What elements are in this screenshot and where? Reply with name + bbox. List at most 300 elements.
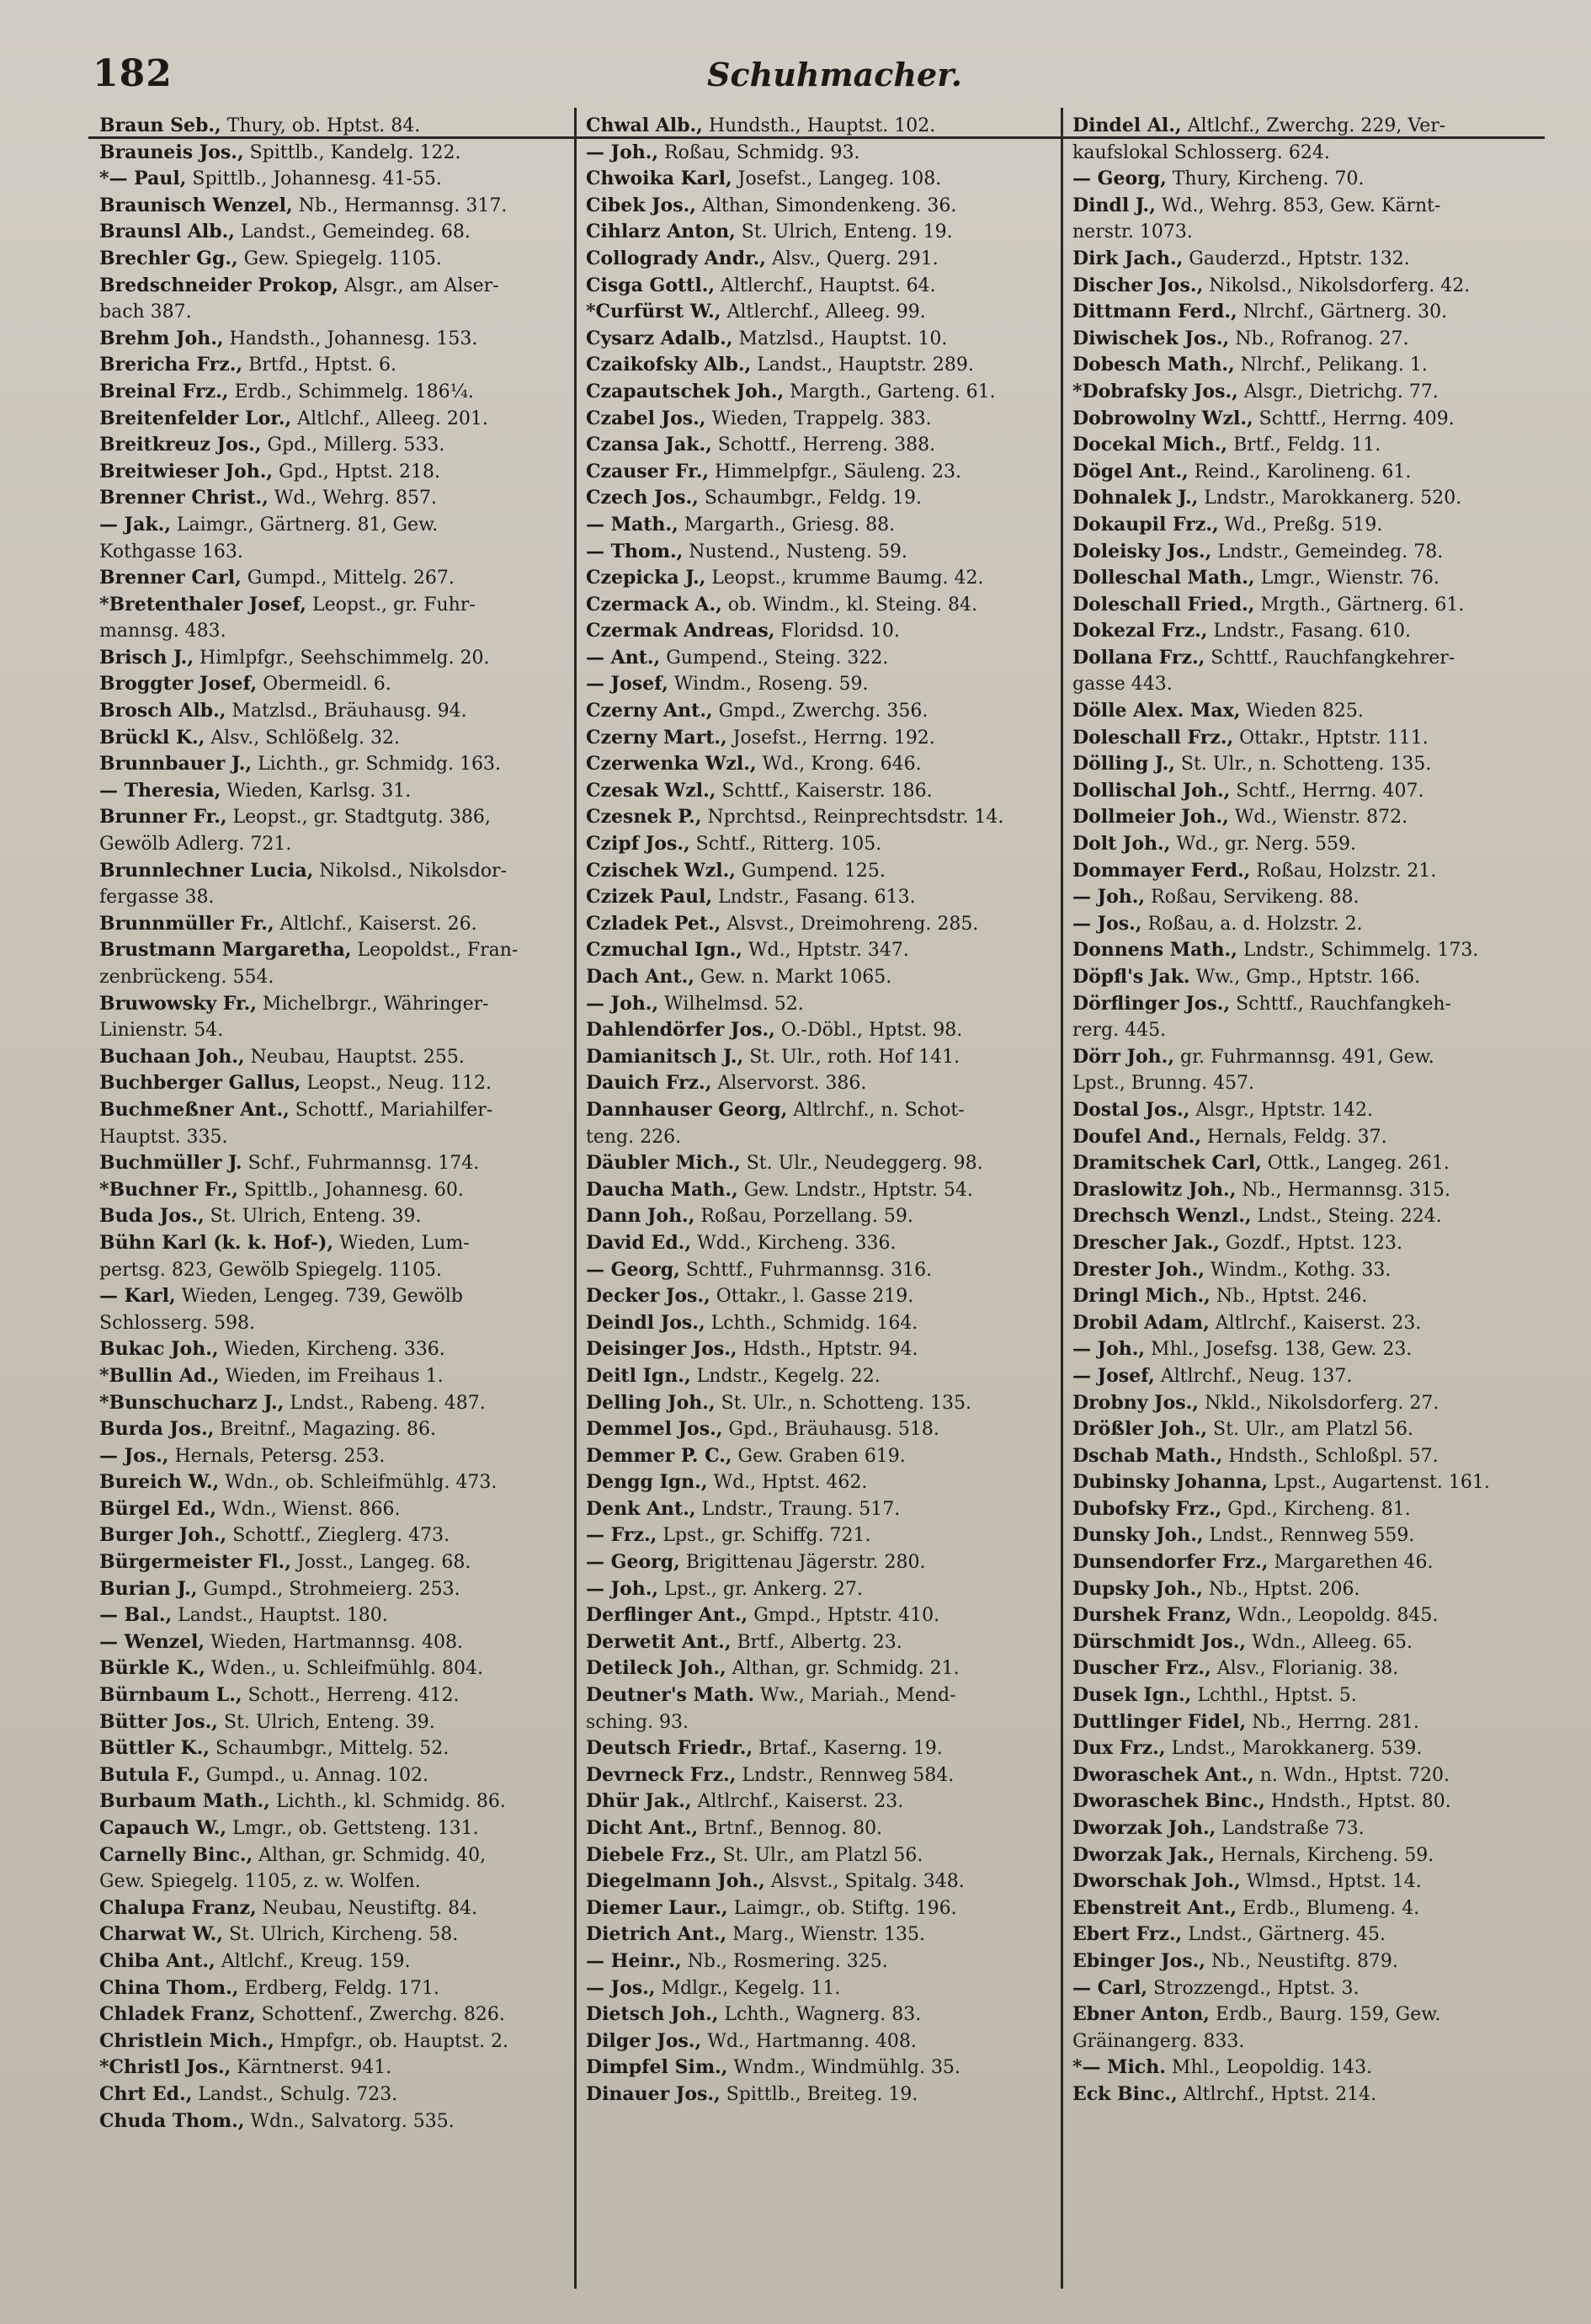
- entry-address: Wd., gr. Nerg. 559.: [1170, 834, 1357, 856]
- entry-address: Lndst., Rennweg 559.: [1203, 1525, 1415, 1547]
- directory-entry: [99, 2108, 569, 2135]
- directory-entry: [1072, 964, 1542, 991]
- entry-address: Gew. Graben 619.: [732, 1445, 906, 1467]
- entry-address: Ottakr., Hptstr. 111.: [1233, 727, 1429, 749]
- directory-entry: [586, 725, 1056, 752]
- entry-address: Schottenf., Zwerchg. 826.: [255, 2004, 505, 2026]
- directory-entry: [1072, 1895, 1542, 1922]
- entry-name: Chwal Alb.,: [586, 115, 703, 136]
- directory-entry: [1072, 1336, 1542, 1363]
- entry-name: Diemer Laur.,: [586, 1896, 728, 1919]
- directory-entry: [586, 2055, 1056, 2081]
- entry-address: Nb., Rosmering. 325.: [681, 1950, 888, 1972]
- entry-name: Chwoika Karl,: [586, 168, 732, 190]
- entry-address: Alservorst. 386.: [711, 1073, 867, 1095]
- entry-name: Christlein Mich.,: [99, 2029, 274, 2052]
- directory-entry: [1072, 432, 1542, 459]
- directory-entry: [1072, 645, 1542, 672]
- entry-address: Nikolsd., Nikolsdorferg. 42.: [1203, 275, 1471, 296]
- directory-entry: [586, 1496, 1056, 1523]
- entry-name: Dauich Frz.,: [586, 1072, 712, 1095]
- directory-entry: [99, 379, 569, 406]
- entry-address: Wd., Hptst. 462.: [707, 1472, 868, 1494]
- directory-entry: [1072, 2002, 1542, 2028]
- directory-entry-continuation: [1072, 1017, 1542, 1044]
- entry-address: Gumpd., Strohmeierg. 253.: [197, 1578, 460, 1600]
- directory-entry: [586, 1948, 1056, 1975]
- directory-entry: [1072, 1709, 1542, 1736]
- entry-name: Braunsl Alb.,: [99, 221, 235, 243]
- entry-address: Altlchf., Kreug. 159.: [215, 1950, 411, 1972]
- entry-address: Ottk., Langeg. 261.: [1261, 1153, 1450, 1175]
- entry-name: — Jos.,: [586, 1976, 656, 1999]
- entry-name: Dengg Ign.,: [586, 1471, 708, 1494]
- entry-name: — Georg,: [586, 1551, 680, 1574]
- entry-address: Brtf., Albertg. 23.: [731, 1631, 902, 1653]
- entry-name: — Karl,: [99, 1285, 176, 1308]
- entry-address: Gew. Spiegelg. 1105.: [237, 248, 442, 269]
- entry-address: Lichth., kl. Schmidg. 86.: [269, 1791, 506, 1813]
- entry-name: Deindl Jos.,: [586, 1311, 705, 1334]
- entry-name: Diwischek Jos.,: [1072, 327, 1230, 349]
- entry-address: Altlrchf., n. Schot-: [787, 1099, 965, 1121]
- entry-name: Devrneck Frz.,: [586, 1763, 737, 1786]
- entry-name: — Joh.,: [586, 992, 659, 1015]
- entry-address: Gpd., Kircheng. 81.: [1221, 1498, 1411, 1520]
- directory-entry-continuation: [1072, 140, 1542, 167]
- directory-entry: [1072, 1629, 1542, 1656]
- directory-entry: [1072, 1124, 1542, 1151]
- entry-name: Bureich W.,: [99, 1471, 220, 1494]
- entry-address: Schtf., Herrng. 407.: [1230, 780, 1424, 802]
- directory-entry: [586, 485, 1056, 512]
- entry-address: Gräinangerg. 833.: [1072, 2030, 1245, 2052]
- entry-name: Brunner Fr.,: [99, 806, 227, 829]
- entry-name: Dostal Jos.,: [1072, 1098, 1190, 1121]
- entry-address: St. Ulr., n. Schotteng. 135.: [1174, 754, 1432, 776]
- entry-address: Schaumbgr., Feldg. 19.: [698, 488, 923, 509]
- entry-name: Brosch Alb.,: [99, 700, 226, 722]
- entry-name: Drobil Adam,: [1072, 1311, 1210, 1334]
- directory-entry: [586, 273, 1056, 300]
- entry-name: Drechsch Wenzl.,: [1072, 1205, 1252, 1228]
- entry-address: Leopst., gr. Stadtgutg. 386,: [226, 807, 491, 829]
- directory-entry: [586, 1868, 1056, 1895]
- entry-address: Alsgr., Hptstr. 142.: [1189, 1099, 1374, 1121]
- entry-name: Duttlinger Fidel,: [1072, 1710, 1247, 1733]
- entry-address: Wndm., Windmühlg. 35.: [727, 2057, 960, 2079]
- entry-name: Dunsky Joh.,: [1072, 1524, 1204, 1547]
- entry-address: Wieden, Hartmannsg. 408.: [205, 1631, 463, 1653]
- directory-entry: [99, 2055, 569, 2081]
- entry-name: Burger Joh.,: [99, 1524, 227, 1547]
- entry-name: Czipf Jos.,: [586, 833, 690, 856]
- entry-name: Buchaan Joh.,: [99, 1045, 245, 1068]
- column-3: [1064, 108, 1547, 2289]
- entry-address: Strozzengd., Hptst. 3.: [1147, 1977, 1360, 1999]
- directory-entry: [586, 406, 1056, 433]
- entry-name: Dietsch Joh.,: [586, 2003, 719, 2026]
- entry-address: Gewölb Adlerg. 721.: [99, 834, 292, 856]
- entry-address: Mrgth., Gärtnerg. 61.: [1254, 594, 1465, 616]
- entry-name: Bürgel Ed.,: [99, 1497, 217, 1520]
- entry-name: Bredschneider Prokop,: [99, 274, 339, 296]
- entry-name: Czerny Mart.,: [586, 726, 727, 749]
- directory-entry: [99, 725, 569, 752]
- directory-entry: [586, 2002, 1056, 2028]
- entry-address: Lndst., Steing. 224.: [1251, 1206, 1442, 1228]
- directory-entry: [586, 246, 1056, 273]
- entry-address: Altlrchf., Hptst. 214.: [1177, 2083, 1377, 2105]
- entry-address: Lichth., gr. Schmidg. 163.: [252, 754, 501, 776]
- entry-address: Schttf., Rauchfangkehrer-: [1205, 647, 1455, 669]
- entry-name: Dilger Jos.,: [586, 2029, 702, 2052]
- entry-name: Burda Jos.,: [99, 1418, 215, 1441]
- directory-entry: [586, 1576, 1056, 1603]
- entry-address: Schottf., Herreng. 388.: [711, 434, 936, 456]
- directory-entry: [99, 326, 569, 353]
- entry-address: Wd., Hptstr. 347.: [742, 940, 909, 962]
- directory-entry: [586, 1310, 1056, 1337]
- directory-entry: [99, 1815, 569, 1842]
- directory-entry: [99, 937, 569, 964]
- entry-address: Landst., Gemeindeg. 68.: [234, 221, 471, 243]
- column-divider: [574, 108, 577, 2289]
- entry-name: Büttler K.,: [99, 1737, 210, 1760]
- directory-entry: [1072, 273, 1542, 300]
- entry-name: Dhür Jak.,: [586, 1790, 692, 1813]
- directory-entry: [99, 1363, 569, 1390]
- entry-name: Brechler Gg.,: [99, 247, 238, 269]
- entry-address: Altlerchf., Hauptst. 64.: [715, 275, 936, 296]
- entry-address: Lmgr., Wienstr. 76.: [1254, 568, 1439, 589]
- entry-address: Linienstr. 54.: [99, 1020, 224, 1042]
- entry-address: rerg. 445.: [1072, 1020, 1167, 1042]
- entry-address: Wdn., Wienst. 866.: [216, 1498, 401, 1520]
- entry-name: Chuda Thom.,: [99, 2109, 245, 2132]
- entry-name: Discher Jos.,: [1072, 274, 1204, 296]
- entry-address: Lndstr., Fasang. 610.: [1207, 621, 1411, 642]
- entry-address: Nprchtsd., Reinprechtsdstr. 14.: [701, 807, 1004, 829]
- entry-name: — Jos.,: [1072, 912, 1142, 935]
- entry-name: Breinal Frz.,: [99, 380, 229, 402]
- directory-entry: [586, 1762, 1056, 1789]
- entry-name: Butula F.,: [99, 1763, 200, 1786]
- directory-entry: [586, 1655, 1056, 1682]
- entry-name: Brunnbauer J.,: [99, 753, 253, 776]
- entry-address: Lndst., Marokkanerg. 539.: [1165, 1738, 1423, 1760]
- entry-name: — Carl,: [1072, 1976, 1148, 1999]
- entry-address: Brtfd., Hptst. 6.: [242, 354, 397, 376]
- directory-entry: [1072, 1310, 1542, 1337]
- directory-entry: [1072, 937, 1542, 964]
- directory-entry: [99, 804, 569, 831]
- entry-address: Laimgr., ob. Stiftg. 196.: [727, 1897, 957, 1919]
- directory-entry: [99, 1522, 569, 1549]
- entry-name: Dunsendorfer Frz.,: [1072, 1551, 1269, 1574]
- directory-entry: [586, 937, 1056, 964]
- entry-name: — Wenzel,: [99, 1630, 205, 1653]
- entry-name: — Joh.,: [1072, 1338, 1146, 1361]
- entry-name: Ebner Anton,: [1072, 2003, 1210, 2026]
- entry-name: Czepicka J.,: [586, 567, 706, 589]
- directory-entry: [586, 1549, 1056, 1576]
- directory-entry: [586, 991, 1056, 1018]
- directory-entry: [586, 1922, 1056, 1948]
- entry-name: Dusek Ign.,: [1072, 1684, 1192, 1707]
- entry-address: Nb., Hptst. 246.: [1210, 1286, 1368, 1308]
- directory-entry: [99, 485, 569, 512]
- directory-entry: [1072, 1283, 1542, 1310]
- entry-address: Wd., Wienstr. 872.: [1228, 807, 1408, 829]
- entry-address: Neubau, Neustiftg. 84.: [256, 1897, 478, 1919]
- entry-address: Wieden, im Freihaus 1.: [219, 1365, 444, 1387]
- entry-address: Wieden, Kircheng. 336.: [218, 1339, 445, 1361]
- entry-address: Lpst., Augartenst. 161.: [1268, 1472, 1490, 1494]
- entry-name: Czansa Jak.,: [586, 434, 712, 456]
- directory-entry: [1072, 459, 1542, 486]
- directory-entry: [99, 1948, 569, 1975]
- directory-entry: [1072, 1815, 1542, 1842]
- directory-entry: [99, 592, 569, 619]
- entry-name: Dögel Ant.,: [1072, 460, 1189, 482]
- directory-entry-continuation: [99, 831, 569, 858]
- entry-name: — Joh.,: [586, 1577, 659, 1600]
- directory-entry: [99, 140, 569, 167]
- entry-name: Deutner's Math.: [586, 1684, 755, 1707]
- entry-name: Damianitsch J.,: [586, 1045, 744, 1068]
- directory-entry: [586, 219, 1056, 246]
- entry-address: Breitnf., Magazing. 86.: [214, 1419, 437, 1441]
- entry-address: Wd., Krong. 646.: [756, 754, 922, 776]
- entry-address: Spittlb., Kandelg. 122.: [243, 141, 461, 163]
- entry-address: Alsgr., Dietrichg. 77.: [1237, 381, 1439, 402]
- directory-entry: [99, 1842, 569, 1869]
- directory-entry: [586, 618, 1056, 645]
- entry-address: Lchthl., Hptst. 5.: [1191, 1685, 1357, 1707]
- directory-entry: [586, 1070, 1056, 1097]
- entry-name: Dörflinger Jos.,: [1072, 992, 1231, 1015]
- entry-name: Drobny Jos.,: [1072, 1391, 1199, 1414]
- entry-name: Cysarz Adalb.,: [586, 327, 733, 349]
- entry-name: Brisch J.,: [99, 646, 194, 669]
- directory-entry: [1072, 1390, 1542, 1417]
- entry-address: Ww., Gmp., Hptstr. 166.: [1189, 967, 1421, 988]
- directory-entry: [99, 273, 569, 300]
- entry-address: O.-Döbl., Hptst. 98.: [774, 1020, 963, 1042]
- directory-entry-continuation: [1072, 219, 1542, 246]
- directory-entry: [1072, 751, 1542, 778]
- directory-entry: [99, 1762, 569, 1789]
- directory-entry: [586, 671, 1056, 698]
- entry-name: Dimpfel Sim.,: [586, 2056, 728, 2079]
- entry-name: Breitenfelder Lor.,: [99, 407, 292, 429]
- entry-name: Bürnbaum L.,: [99, 1684, 242, 1707]
- entry-address: Altlchf., Zwerchg. 229, Ver-: [1181, 115, 1446, 136]
- entry-name: Dramitschek Carl,: [1072, 1152, 1262, 1175]
- directory-entry: [1072, 1416, 1542, 1443]
- directory-entry: [99, 1895, 569, 1922]
- entry-name: Dux Frz.,: [1072, 1737, 1166, 1760]
- directory-entry: [1072, 539, 1542, 566]
- entry-name: Dubofsky Frz.,: [1072, 1497, 1222, 1520]
- entry-name: Durshek Franz,: [1072, 1604, 1232, 1627]
- directory-entry: [586, 1097, 1056, 1124]
- entry-address: sching. 93.: [586, 1711, 689, 1733]
- page-header: [0, 37, 1591, 113]
- entry-address: Kothgasse 163.: [99, 541, 243, 562]
- entry-name: Chiba Ant.,: [99, 1949, 216, 1972]
- directory-entry: [99, 1177, 569, 1204]
- entry-address: Lndst., Gärtnerg. 45.: [1182, 1924, 1386, 1946]
- entry-name: Denk Ant.,: [586, 1497, 696, 1520]
- directory-entry: [99, 219, 569, 246]
- entry-address: Spittlb., Johannesg. 41-55.: [186, 168, 442, 190]
- entry-address: Schtf., Ritterg. 105.: [689, 834, 882, 856]
- entry-name: — Joh.,: [586, 141, 659, 163]
- entry-address: Lndstr., Gemeindeg. 78.: [1211, 541, 1444, 562]
- entry-name: Dürschmidt Jos.,: [1072, 1630, 1247, 1653]
- entry-name: Dahlendörfer Jos.,: [586, 1019, 775, 1042]
- entry-address: Leopst., krumme Baumg. 42.: [705, 568, 984, 589]
- directory-entry: [1072, 1576, 1542, 1603]
- directory-entry: [1072, 166, 1542, 193]
- entry-address: Windm., Roseng. 59.: [668, 674, 869, 696]
- entry-address: Altlrchf., Kaiserst. 23.: [1209, 1312, 1422, 1334]
- entry-address: Wieden 825.: [1240, 701, 1364, 722]
- directory-entry: [586, 911, 1056, 938]
- entry-address: Lndstr., Traung. 517.: [695, 1498, 901, 1520]
- directory-entry: [1072, 326, 1542, 353]
- entry-address: Hdsth., Hptstr. 94.: [737, 1339, 918, 1361]
- directory-entry: [1072, 884, 1542, 911]
- entry-name: Bütter Jos.,: [99, 1710, 218, 1733]
- directory-entry: [586, 2081, 1056, 2108]
- directory-entry: [99, 1390, 569, 1417]
- directory-entry: [99, 911, 569, 938]
- entry-name: Deutsch Friedr.,: [586, 1737, 753, 1760]
- directory-entry: [99, 432, 569, 459]
- entry-name: Ebenstreit Ant.,: [1072, 1896, 1237, 1919]
- directory-entry-continuation: [99, 1257, 569, 1284]
- entry-name: Draslowitz Joh.,: [1072, 1178, 1237, 1201]
- entry-address: Gmpd., Hptstr. 410.: [748, 1605, 940, 1627]
- directory-entry: [1072, 1735, 1542, 1762]
- directory-entry: [1072, 858, 1542, 885]
- entry-name: Doleisky Jos.,: [1072, 540, 1212, 562]
- directory-entry: [586, 804, 1056, 831]
- entry-address: Thury, Kircheng. 70.: [1166, 168, 1365, 190]
- entry-name: Dobesch Math.,: [1072, 354, 1235, 376]
- entry-address: Matzlsd., Bräuhausg. 94.: [226, 701, 467, 722]
- entry-address: Lpst., gr. Ankerg. 27.: [658, 1578, 864, 1600]
- directory-entry: [586, 1336, 1056, 1363]
- directory-entry: [1072, 1788, 1542, 1815]
- entry-address: St. Ulrich, Kircheng. 58.: [222, 1924, 459, 1946]
- directory-entry: [586, 565, 1056, 592]
- entry-name: *Buchner Fr.,: [99, 1178, 238, 1201]
- entry-address: Roßau, Servikeng. 88.: [1145, 887, 1360, 909]
- entry-address: gr. Fuhrmannsg. 491, Gew.: [1174, 1046, 1434, 1068]
- entry-name: Dworaschek Ant.,: [1072, 1763, 1254, 1786]
- entry-address: Lpst., Brunng. 457.: [1072, 1073, 1255, 1095]
- entry-name: Dolt Joh.,: [1072, 833, 1171, 856]
- directory-entry: [99, 1203, 569, 1230]
- entry-address: Lchth., Wagnerg. 83.: [718, 2004, 922, 2026]
- entry-address: Gew. Spiegelg. 1105, z. w. Wolfen.: [99, 1871, 421, 1893]
- entry-list-3: [1064, 113, 1547, 2108]
- entry-name: Dschab Math.,: [1072, 1444, 1223, 1467]
- directory-entry: [99, 113, 569, 140]
- entry-name: Czauser Fr.,: [586, 460, 710, 482]
- entry-name: Czerwenka Wzl.,: [586, 753, 757, 776]
- directory-entry: [586, 432, 1056, 459]
- directory-entry-continuation: [99, 1124, 569, 1151]
- entry-address: Lndstr., Schimmelg. 173.: [1237, 940, 1479, 962]
- directory-entry: [586, 1602, 1056, 1629]
- directory-entry: [99, 671, 569, 698]
- entry-name: David Ed.,: [586, 1231, 691, 1254]
- directory-entry: [99, 2028, 569, 2055]
- entry-address: Gpd., Bräuhausg. 518.: [722, 1419, 939, 1441]
- entry-address: pertsg. 823, Gewölb Spiegelg. 1105.: [99, 1259, 442, 1281]
- directory-entry: [586, 831, 1056, 858]
- entry-name: *Bunschucharz J.,: [99, 1391, 285, 1414]
- entry-address: Wd., Wehrg. 857.: [268, 488, 437, 509]
- entry-name: Drößler Joh.,: [1072, 1418, 1208, 1441]
- entry-address: Althan, gr. Schmidg. 21.: [726, 1658, 960, 1680]
- directory-entry-continuation: [1072, 1070, 1542, 1097]
- entry-name: *Bullin Ad.,: [99, 1364, 220, 1387]
- entry-name: Brauneis Jos.,: [99, 141, 244, 163]
- entry-name: Bürkle K.,: [99, 1657, 205, 1680]
- entry-address: Margth., Garteng. 61.: [784, 381, 996, 402]
- entry-name: Czischek Wzl.,: [586, 859, 736, 882]
- entry-name: Brückl K.,: [99, 726, 205, 749]
- entry-address: Nb., Hermannsg. 317.: [292, 195, 508, 216]
- directory-entry: [99, 565, 569, 592]
- entry-address: Gumpend., Steing. 322.: [660, 647, 889, 669]
- directory-entry: [1072, 804, 1542, 831]
- directory-entry: [586, 299, 1056, 326]
- entry-address: Hernals, Kircheng. 59.: [1215, 1844, 1434, 1866]
- directory-entry-continuation: [99, 884, 569, 911]
- entry-address: Gew. Lndstr., Hptstr. 54.: [737, 1179, 973, 1201]
- directory-entry: [586, 1842, 1056, 1869]
- directory-entry: [99, 512, 569, 539]
- entry-name: Doleschall Fried.,: [1072, 593, 1255, 616]
- entry-name: Collogrady Andr.,: [586, 247, 766, 269]
- entry-address: St. Ulrich, Enteng. 39.: [204, 1206, 422, 1228]
- entry-address: Wd., Preßg. 519.: [1218, 514, 1383, 536]
- entry-address: mannsg. 483.: [99, 621, 226, 642]
- entry-name: Dölle Alex. Max,: [1072, 700, 1241, 722]
- directory-entry: [586, 964, 1056, 991]
- entry-name: Daucha Math.,: [586, 1178, 738, 1201]
- directory-entry: [586, 1735, 1056, 1762]
- entry-address: Josefst., Langeg. 108.: [732, 168, 942, 190]
- entry-address: Gozdf., Hptst. 123.: [1219, 1232, 1402, 1254]
- entry-address: kaufslokal Schlosserg. 624.: [1072, 141, 1330, 163]
- entry-address: Althan, gr. Schmidg. 40,: [253, 1844, 487, 1866]
- entry-name: Czmuchal Ign.,: [586, 939, 742, 962]
- directory-entry: [586, 645, 1056, 672]
- entry-name: Brunnmüller Fr.,: [99, 912, 274, 935]
- entry-name: Dubinsky Johanna,: [1072, 1471, 1269, 1494]
- entry-name: *Curfürst W.,: [586, 301, 721, 323]
- entry-address: Wlmsd., Hptst. 14.: [1240, 1871, 1422, 1893]
- entry-address: Reind., Karolineng. 61.: [1188, 461, 1412, 482]
